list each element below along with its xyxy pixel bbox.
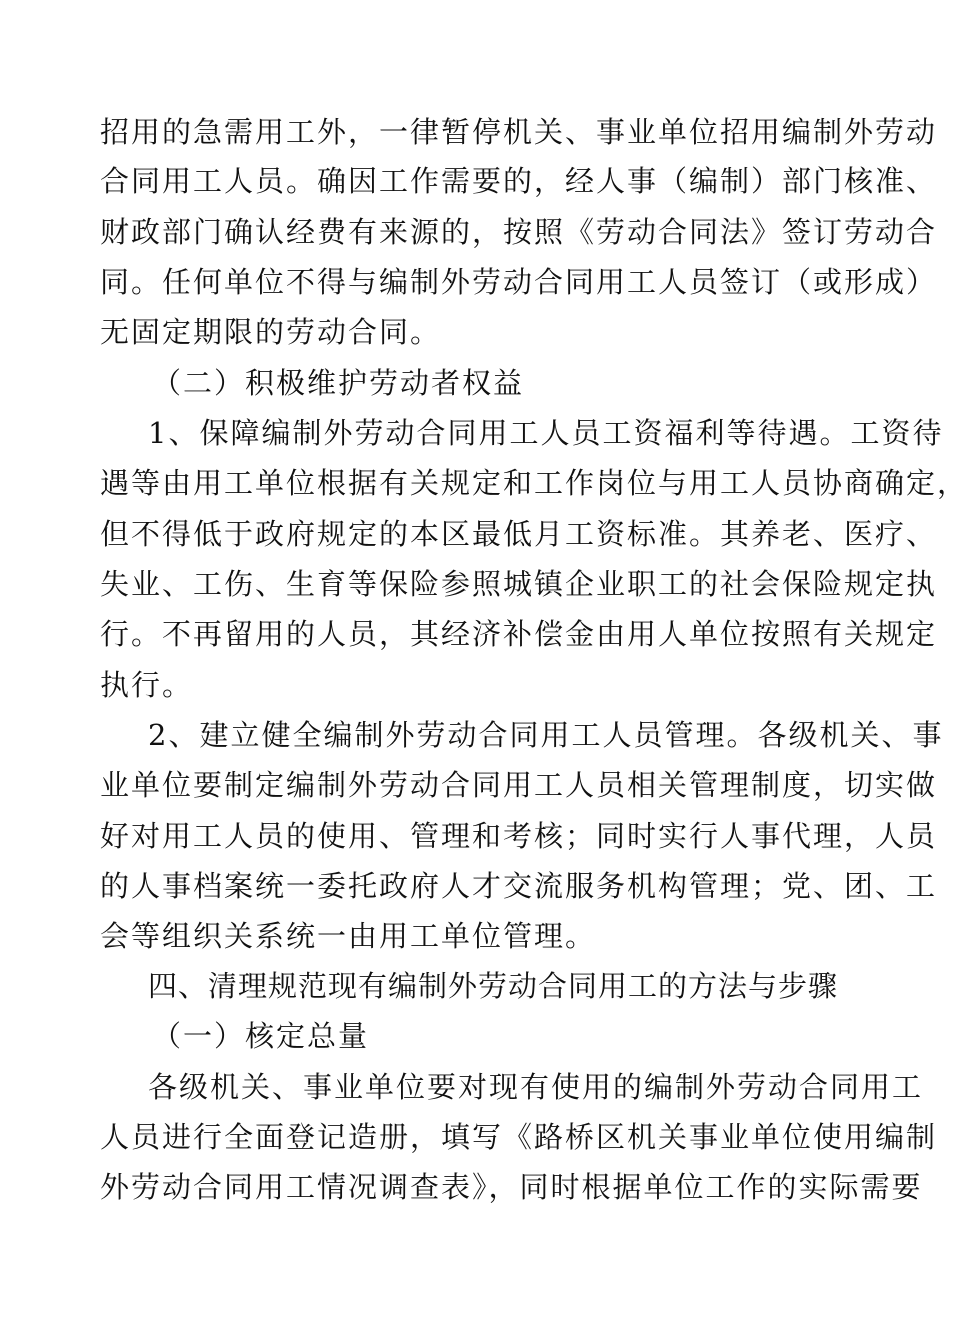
text-line: 的人事档案统一委托政府人才交流服务机构管理；党、团、工	[100, 869, 938, 903]
text-line: 业单位要制定编制外劳动合同用工人员相关管理制度，切实做	[100, 768, 938, 802]
text-line: 失业、工伤、生育等保险参照城镇企业职工的社会保险规定执	[100, 567, 938, 601]
paragraph-first-line: 2、建立健全编制外劳动合同用工人员管理。各级机关、事	[148, 718, 944, 752]
paragraph-first-line: 1、保障编制外劳动合同用工人员工资福利等待遇。工资待	[148, 416, 944, 450]
text-line: 合同用工人员。确因工作需要的，经人事（编制）部门核准、	[100, 164, 938, 198]
text-line: 外劳动合同用工情况调查表》，同时根据单位工作的实际需要	[100, 1170, 923, 1204]
text-line: 财政部门确认经费有来源的，按照《劳动合同法》签订劳动合	[100, 215, 938, 249]
text-line: 会等组织关系统一由用工单位管理。	[100, 919, 597, 953]
text-line: 但不得低于政府规定的本区最低月工资标准。其养老、医疗、	[100, 517, 938, 551]
text-line: 人员进行全面登记造册，填写《路桥区机关事业单位使用编制	[100, 1120, 938, 1154]
text-line: 招用的急需用工外，一律暂停机关、事业单位招用编制外劳动	[100, 115, 938, 149]
text-line: 遇等由用工单位根据有关规定和工作岗位与用工人员协商确定，	[100, 466, 968, 500]
text-line: 同。任何单位不得与编制外劳动合同用工人员签订（或形成）	[100, 265, 938, 299]
section-subheading: （一）核定总量	[152, 1019, 370, 1053]
section-heading: 四、清理规范现有编制外劳动合同用工的方法与步骤	[148, 969, 839, 1003]
text-line: 执行。	[100, 668, 194, 702]
section-subheading: （二）积极维护劳动者权益	[152, 366, 525, 400]
text-line: 行。不再留用的人员，其经济补偿金由用人单位按照有关规定	[100, 617, 938, 651]
text-line: 好对用工人员的使用、管理和考核；同时实行人事代理，人员	[100, 819, 938, 853]
text-line: 无固定期限的劳动合同。	[100, 315, 442, 349]
paragraph-first-line: 各级机关、事业单位要对现有使用的编制外劳动合同用工	[148, 1070, 924, 1104]
